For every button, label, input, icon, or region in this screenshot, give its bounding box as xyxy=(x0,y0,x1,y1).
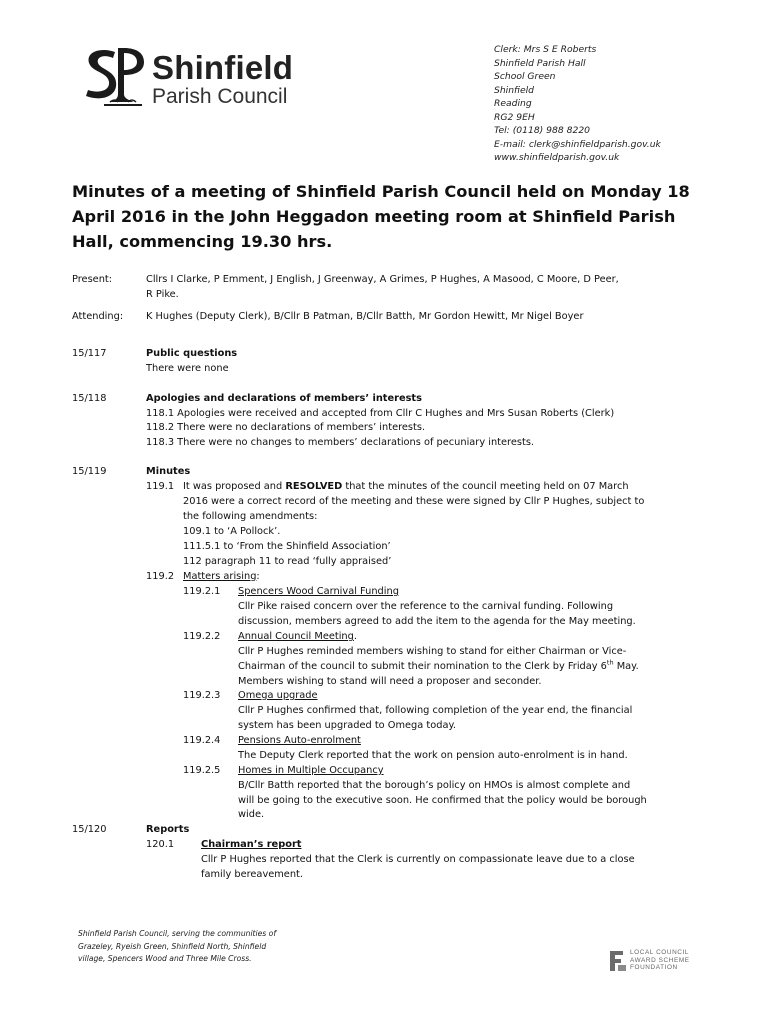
sub-item-text xyxy=(238,659,639,674)
award-scheme-text xyxy=(630,949,690,972)
resolution-text xyxy=(183,479,629,494)
sub-item-text: will be going to the executive soon. He confirmed that the policy would be borough xyxy=(238,795,647,806)
email-link[interactable]: E-mail: clerk@shinfieldparish.gov.uk xyxy=(494,138,661,150)
sub-item-title-row xyxy=(238,629,357,644)
sub-item-number: 119.2.4 xyxy=(183,735,221,746)
attending-label: Attending: xyxy=(72,311,124,322)
minute-number: 15/117 xyxy=(72,348,107,359)
award-line: FOUNDATION xyxy=(630,964,678,972)
sub-item-number: 119.2.5 xyxy=(183,765,221,776)
amendment-line: 109.1 to ‘A Pollock’. xyxy=(183,526,281,537)
attending-text: K Hughes (Deputy Clerk), B/Cllr B Patman, B/Cllr Batth, Mr Gordon Hewitt, Mr Nigel Boyer xyxy=(146,311,584,322)
present-label: Present: xyxy=(72,274,113,285)
award-line: AWARD SCHEME xyxy=(630,956,690,964)
amendment-line: 111.5.1 to ‘From the Shinfield Association’ xyxy=(183,541,391,552)
resolution-text-line: the following amendments: xyxy=(183,511,318,522)
sub-item-text: Members wishing to stand will need a proposer and seconder. xyxy=(238,676,542,687)
sub-item-title: Homes in Multiple Occupancy xyxy=(238,765,384,776)
list-item: 118.3 There were no changes to members’ declarations of pecuniary interests. xyxy=(146,437,535,448)
website-link[interactable]: www.shinfieldparish.gov.uk xyxy=(494,152,620,163)
org-name: Shinfield xyxy=(152,49,294,86)
resolution-text-b: that the minutes of the council meeting held on 07 March xyxy=(342,481,629,492)
minute-number: 15/118 xyxy=(72,393,107,404)
sub-item-text: family bereavement. xyxy=(201,869,304,880)
resolved-keyword: RESOLVED xyxy=(285,481,343,492)
award-line: LOCAL COUNCIL xyxy=(630,949,690,956)
item-number: 119.1 xyxy=(146,481,175,492)
period: . xyxy=(353,631,357,642)
sub-item-text: system has been upgraded to Omega today. xyxy=(238,720,456,731)
footer-text xyxy=(78,928,276,966)
footer-line: village, Spencers Wood and Three Mile Cross. xyxy=(78,954,252,963)
resolution-text-a: It was proposed and xyxy=(183,481,286,492)
sub-item-text: Cllr Pike raised concern over the reference to the carnival funding. Following xyxy=(238,601,614,612)
present-text-cont: R Pike. xyxy=(146,289,179,300)
clerk-name: Clerk: Mrs S E Roberts xyxy=(494,44,597,55)
address-line: Shinfield Parish Hall xyxy=(494,57,586,69)
minute-number: 15/119 xyxy=(72,466,107,477)
sub-item-text-a: Chairman of the council to submit their nomination to the Clerk by Friday 6 xyxy=(238,661,607,672)
sub-item-title: Spencers Wood Carnival Funding xyxy=(238,586,399,597)
telephone: Tel: (0118) 988 8220 xyxy=(494,125,591,136)
address-line: Shinfield xyxy=(494,84,535,96)
address-line: Reading xyxy=(494,98,532,109)
postcode: RG2 9EH xyxy=(494,111,535,123)
sub-item-text: B/Cllr Batth reported that the borough’s policy on HMOs is almost complete and xyxy=(238,780,631,791)
sub-item-number: 119.2.1 xyxy=(183,586,221,597)
resolution-text-line: 2016 were a correct record of the meeting and these were signed by Cllr P Hughes, subject to xyxy=(183,496,645,507)
matters-arising-label: Matters arising xyxy=(183,571,257,582)
section-heading: Minutes xyxy=(146,466,191,477)
footer-line: Grazeley, Ryeish Green, Shinfield North, Shinfield xyxy=(78,941,267,951)
item-number: 119.2 xyxy=(146,571,175,582)
colon: : xyxy=(256,571,260,582)
sub-item-title: Pensions Auto-enrolment xyxy=(238,735,361,746)
document-title: Minutes of a meeting of Shinfield Parish Council held on Monday 18 April 2016 in the John Heggadon meeting room at Shinfield Parish Hall, commencing 19.30 hrs. xyxy=(72,182,690,251)
section-text: There were none xyxy=(146,363,229,374)
sub-item-number: 119.2.3 xyxy=(183,690,221,701)
sub-item-text-b: May. xyxy=(613,661,639,672)
present-text: Cllrs I Clarke, P Emment, J English, J Greenway, A Grimes, P Hughes, A Masood, C Moore, D Peer, xyxy=(146,274,619,285)
sub-item-title: Annual Council Meeting xyxy=(238,631,354,642)
sub-item-text: The Deputy Clerk reported that the work on pension auto-enrolment is in hand. xyxy=(238,750,628,761)
sub-item-text: Cllr P Hughes confirmed that, following completion of the year end, the financial xyxy=(238,705,633,716)
section-heading: Public questions xyxy=(146,348,238,359)
award-logo-icon xyxy=(609,949,627,973)
council-logo-icon xyxy=(80,44,146,108)
org-subtitle: Parish Council xyxy=(152,85,288,108)
sub-item-text: Cllr P Hughes reported that the Clerk is currently on compassionate leave due to a close xyxy=(201,854,635,865)
list-item: 118.2 There were no declarations of members’ interests. xyxy=(146,422,426,433)
sub-item-text: Cllr P Hughes reminded members wishing to stand for either Chairman or Vice- xyxy=(238,646,627,657)
sub-item-title: Chairman’s report xyxy=(201,839,302,850)
amendment-line: 112 paragraph 11 to read ‘fully appraised’ xyxy=(183,556,392,567)
sub-item-text: discussion, members agreed to add the item to the agenda for the May meeting. xyxy=(238,616,636,627)
minute-number: 15/120 xyxy=(72,824,107,835)
sub-item-number: 119.2.2 xyxy=(183,631,221,642)
ordinal-suffix: th xyxy=(606,658,614,667)
list-item: 118.1 Apologies were received and accepted from Cllr C Hughes and Mrs Susan Roberts (Clerk) xyxy=(146,408,615,419)
address-line: School Green xyxy=(494,71,556,82)
section-heading: Reports xyxy=(146,824,190,835)
item-number: 120.1 xyxy=(146,839,175,850)
matters-arising xyxy=(183,569,260,584)
sub-item-title: Omega upgrade xyxy=(238,690,318,701)
footer-line: Shinfield Parish Council, serving the communities of xyxy=(78,929,276,938)
address-block xyxy=(494,43,661,165)
section-heading: Apologies and declarations of members’ interests xyxy=(146,393,422,404)
sub-item-text: wide. xyxy=(238,809,265,820)
